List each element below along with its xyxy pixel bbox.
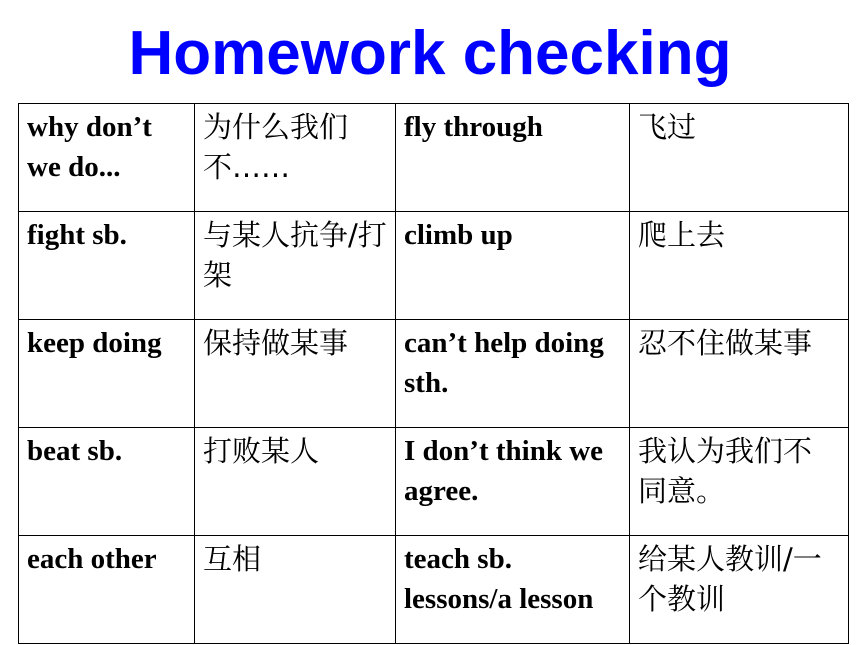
table-row <box>19 320 849 428</box>
chinese-meaning: 忍不住做某事 <box>630 320 849 428</box>
chinese-meaning: 爬上去 <box>630 212 849 320</box>
table-row <box>19 428 849 536</box>
english-phrase: fight sb. <box>19 212 195 320</box>
english-phrase: why don’t we do... <box>19 104 195 212</box>
chinese-meaning: 打败某人 <box>195 428 396 536</box>
table-row <box>19 104 849 212</box>
chinese-meaning: 我认为我们不同意。 <box>630 428 849 536</box>
english-phrase: fly through <box>396 104 630 212</box>
chinese-meaning: 与某人抗争/打架 <box>195 212 396 320</box>
chinese-meaning: 飞过 <box>630 104 849 212</box>
chinese-meaning: 给某人教训/一个教训 <box>630 536 849 644</box>
english-phrase: I don’t think we agree. <box>396 428 630 536</box>
english-phrase: climb up <box>396 212 630 320</box>
page-title: Homework checking <box>128 19 732 88</box>
english-phrase: each other <box>19 536 195 644</box>
chinese-meaning: 为什么我们不…… <box>195 104 396 212</box>
english-phrase: keep doing <box>19 320 195 428</box>
table-row <box>19 536 849 644</box>
english-phrase: teach sb. lessons/a lesson <box>396 536 630 644</box>
chinese-meaning: 互相 <box>195 536 396 644</box>
vocabulary-table <box>18 103 849 644</box>
table-row <box>19 212 849 320</box>
chinese-meaning: 保持做某事 <box>195 320 396 428</box>
english-phrase: beat sb. <box>19 428 195 536</box>
english-phrase: can’t help doing sth. <box>396 320 630 428</box>
